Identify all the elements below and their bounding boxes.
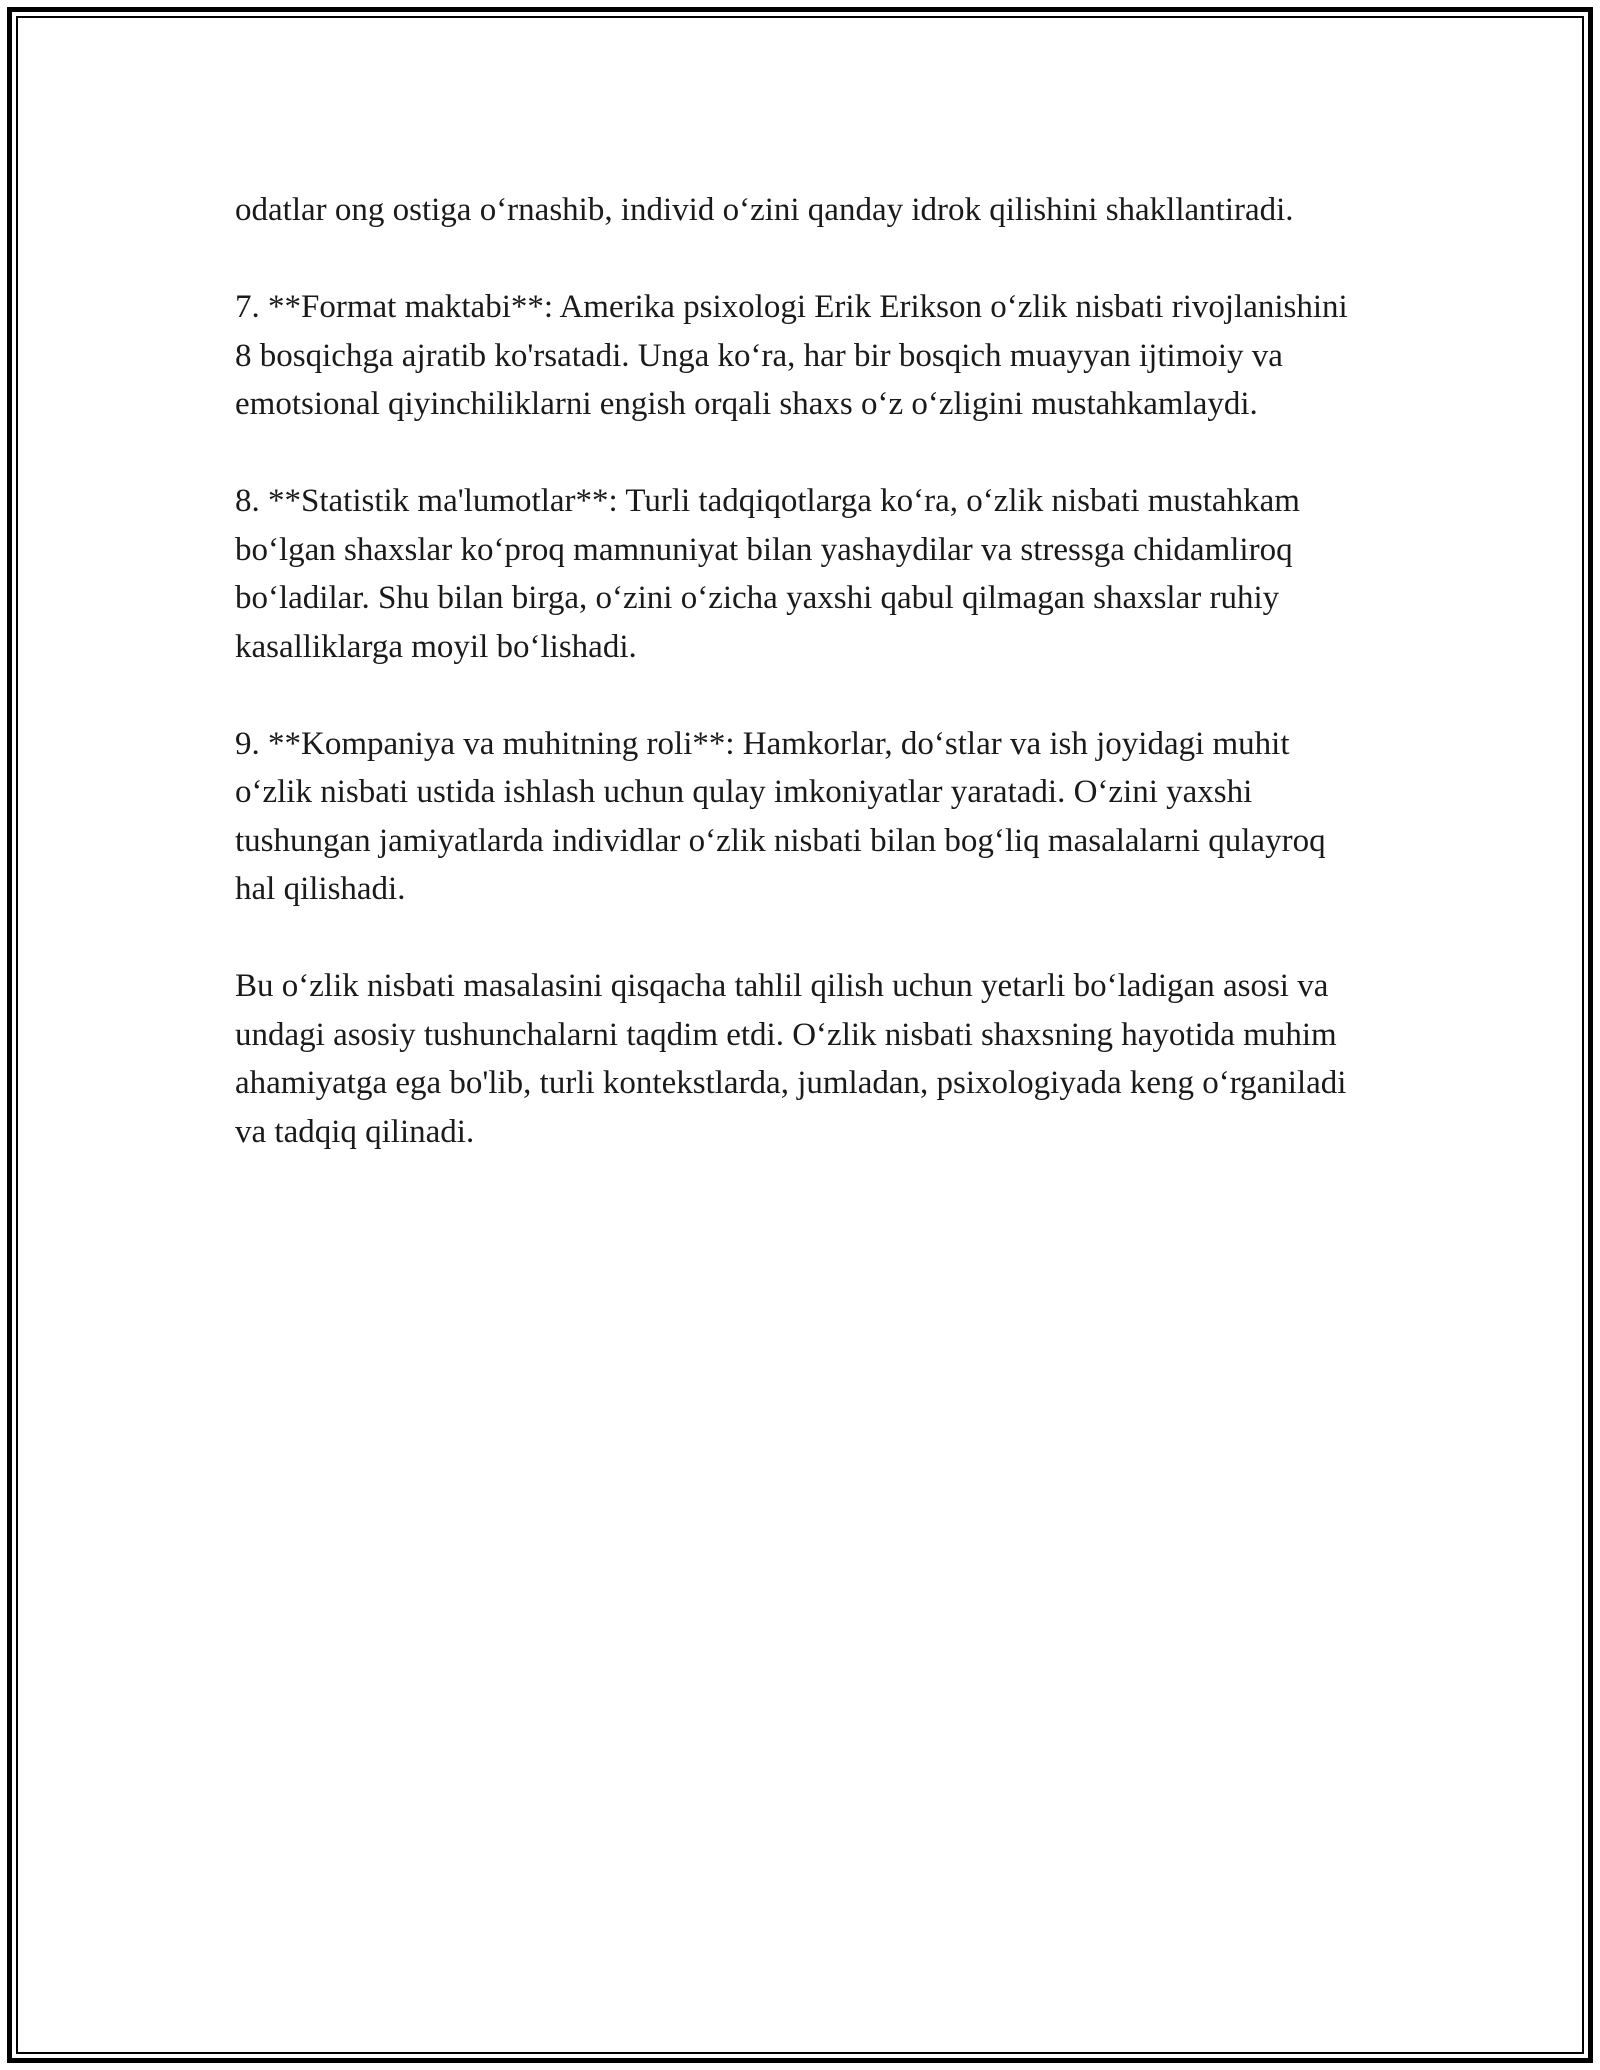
paragraph-kompaniya-roli: 9. **Kompaniya va muhitning roli**: Hamkorlar, do‘stlar va ish joyidagi muhit o‘zlik nisbati ustida ishlash uchun qulay imkoniyatlar yaratadi. O‘zini yaxshi tushungan jamiyatlarda individlar o‘zlik nisbati bilan bog‘liq masalalarni qulayroq hal qilishadi. <box>235 725 1326 907</box>
paragraph-format-maktabi: 7. **Format maktabi**: Amerika psixologi Erik Erikson o‘zlik nisbati rivojlanishini 8 bosqichga ajratib ko'rsatadi. Unga ko‘ra, har bir bosqich muayyan ijtimoiy va emotsional qiyinchiliklarni engish orqali shaxs o‘z o‘zligini mustahkamlaydi. <box>235 289 1348 422</box>
paragraph-statistik-malumotlar: 8. **Statistik ma'lumotlar**: Turli tadqiqotlarga ko‘ra, o‘zlik nisbati mustahkam bo‘lgan shaxslar ko‘proq mamnuniyat bilan yashaydilar va stressga chidamliroq bo‘ladilar. Shu bilan birga, o‘zini o‘zicha yaxshi qabul qilmagan shaxslar ruhiy kasalliklarga moyil bo‘lishadi. <box>235 483 1300 665</box>
document-body <box>235 186 1365 1156</box>
paragraph-continuation: odatlar ong ostiga o‘rnashib, individ o‘zini qanday idrok qilishini shakllantiradi. <box>235 192 1294 228</box>
paragraph-conclusion: Bu o‘zlik nisbati masalasini qisqacha tahlil qilish uchun yetarli bo‘ladigan asosi va undagi asosiy tushunchalarni taqdim etdi. O‘zlik nisbati shaxsning hayotida muhim ahamiyatga ega bo'lib, turli kontekstlarda, jumladan, psixologiyada keng o‘rganiladi va tadqiq qilinadi. <box>235 968 1347 1150</box>
